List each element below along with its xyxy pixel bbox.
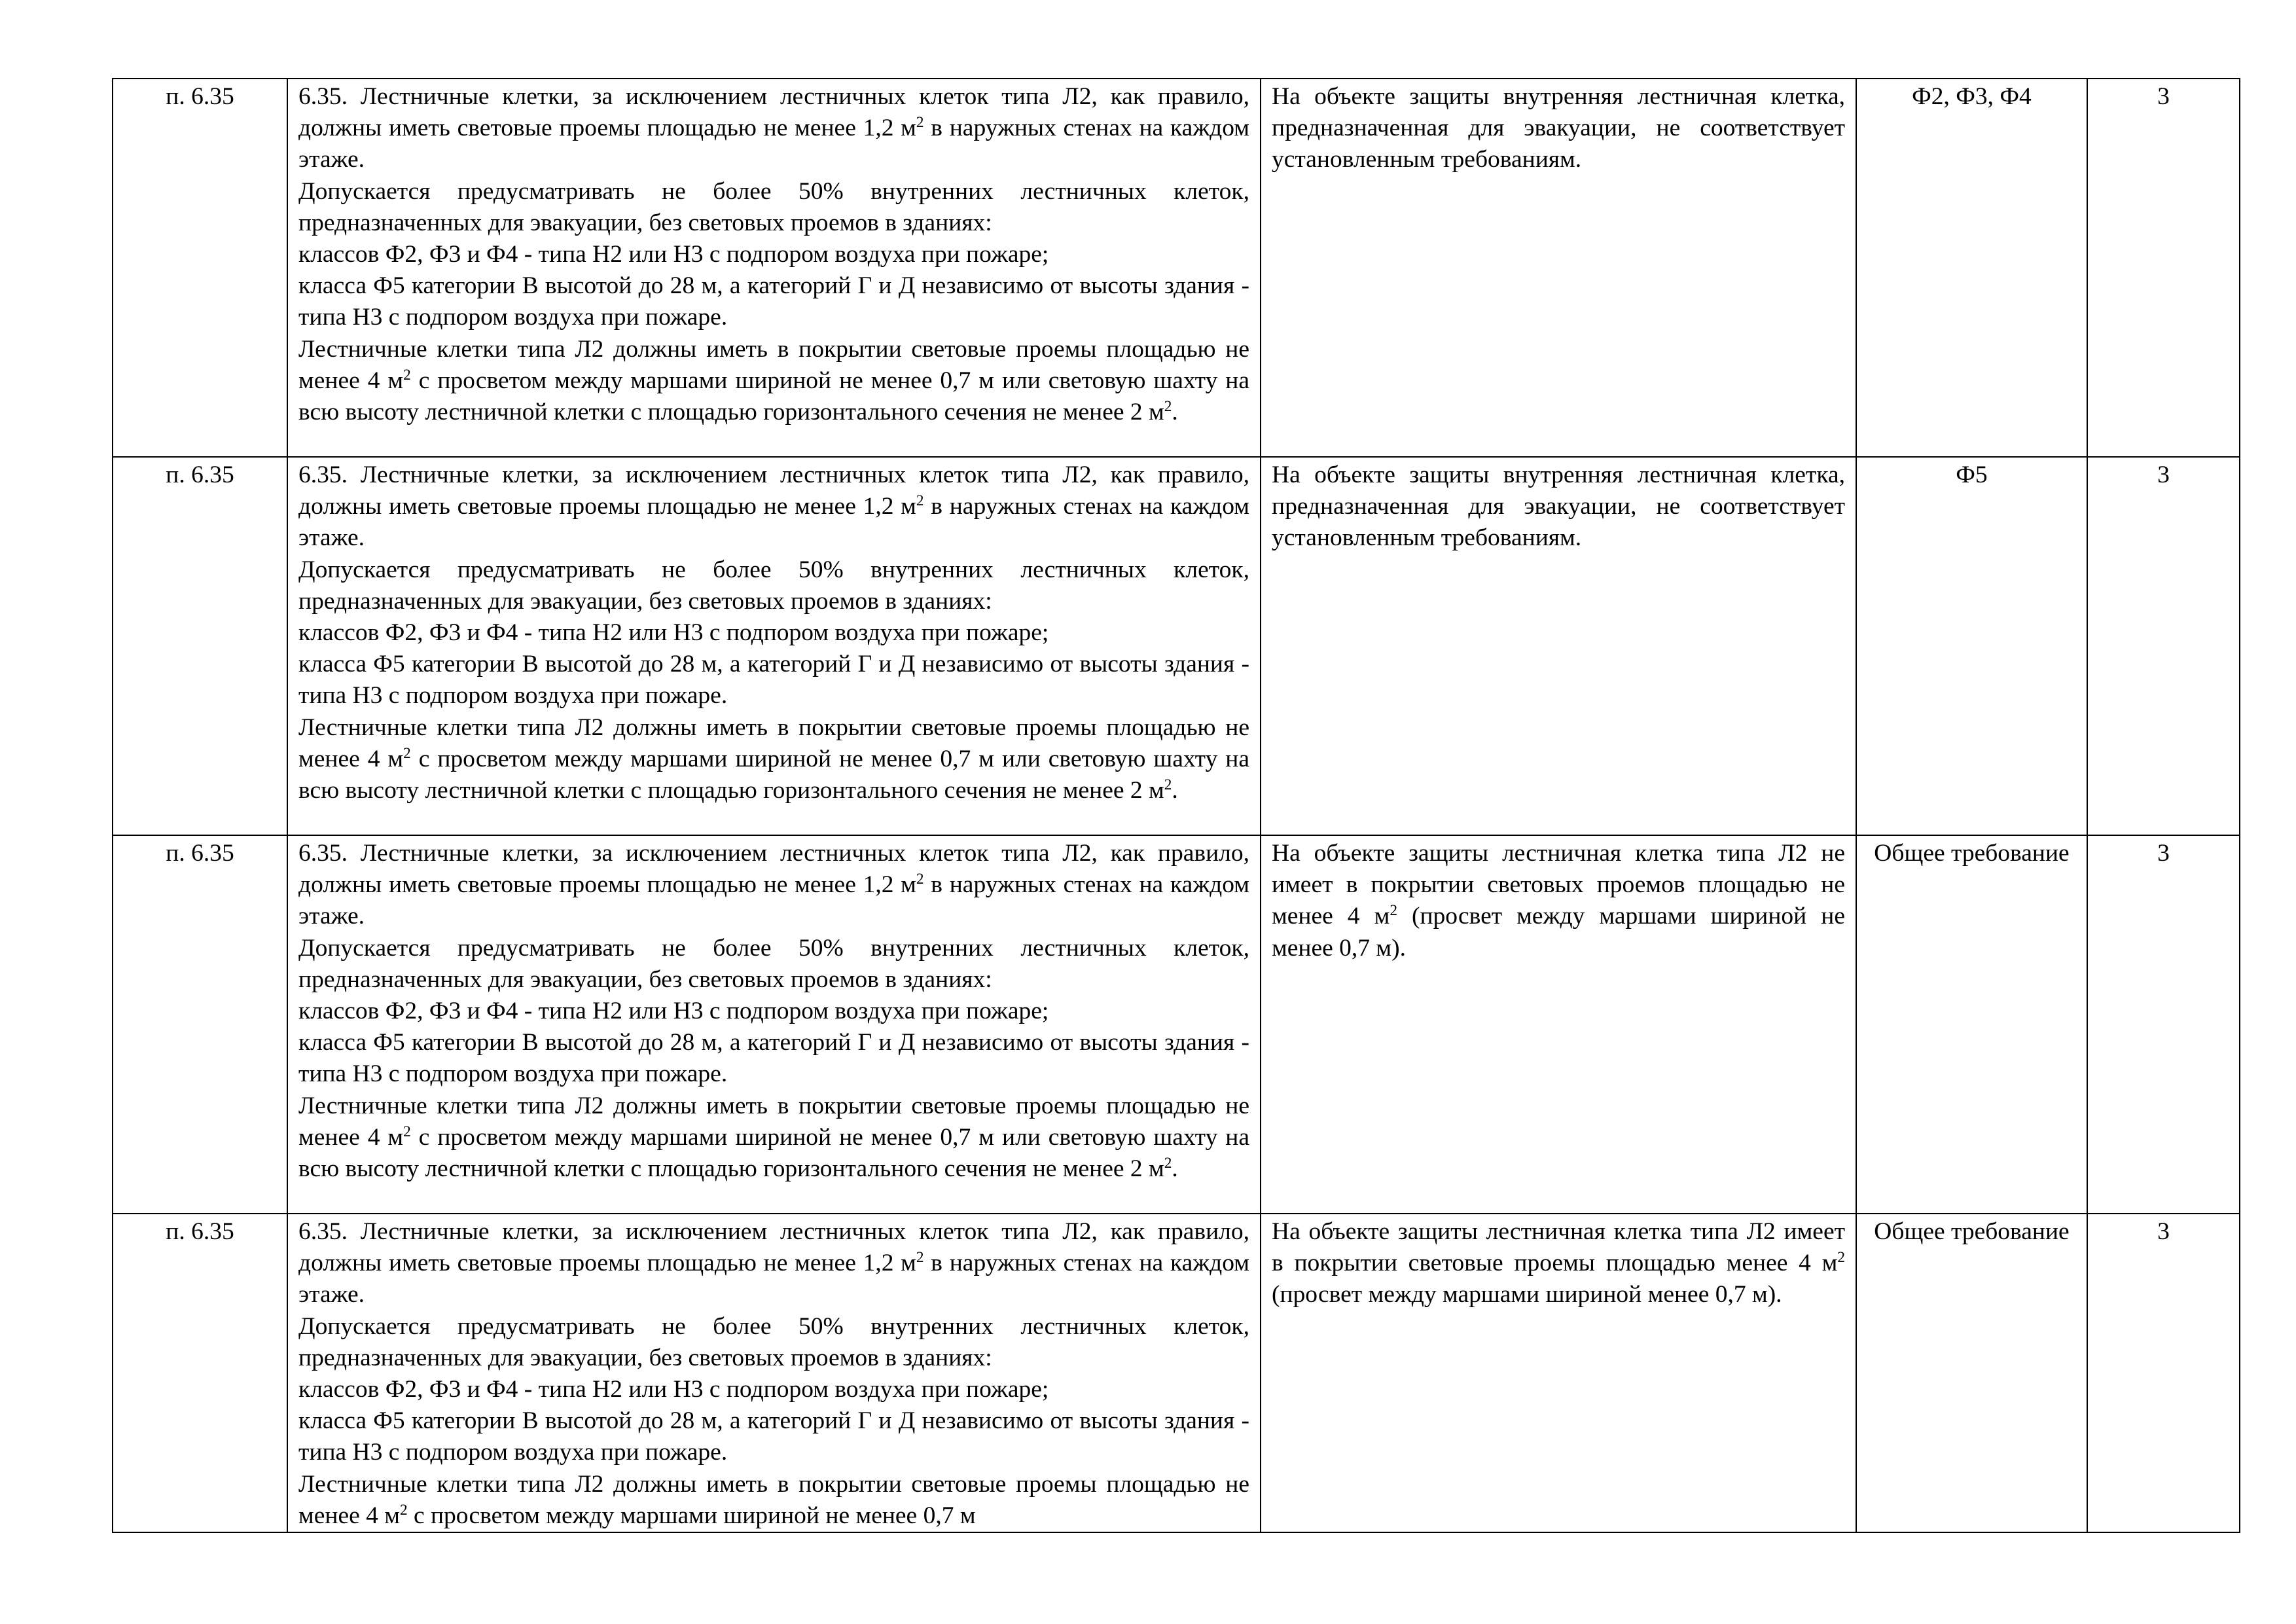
requirement-paragraph: классов Ф2, Ф3 и Ф4 - типа Н2 или Н3 с подпором воздуха при пожаре; (298, 998, 1049, 1025)
requirement-text-cell (287, 457, 1261, 835)
clause-ref-cell: п. 6.35 (113, 79, 287, 457)
requirement-paragraph: класса Ф5 категории В высотой до 28 м, а категорий Г и Д независимо от высоты здания - типа Н3 с подпором воздуха при пожаре. (298, 651, 1249, 710)
requirement-paragraph: класса Ф5 категории В высотой до 28 м, а категорий Г и Д независимо от высоты здания - типа Н3 с подпором воздуха при пожаре. (298, 272, 1249, 331)
number-cell: 3 (2087, 457, 2240, 835)
number-cell: 3 (2087, 79, 2240, 457)
requirements-table (112, 78, 2240, 1533)
requirement-paragraph: Лестничные клетки типа Л2 должны иметь в покрытии световые проемы площадью не менее 4 $м^2$ с просветом между маршами шириной не менее 0,7 м (298, 1470, 1249, 1529)
violation-text-cell: На объекте защиты внутренняя лестничная клетка, предназначенная для эвакуации, не соответствует установленным требованиям. (1261, 79, 1856, 457)
building-class-cell: Общее требование (1856, 1214, 2087, 1532)
building-class-cell: Ф2, Ф3, Ф4 (1856, 79, 2087, 457)
requirement-paragraph: Лестничные клетки типа Л2 должны иметь в покрытии световые проемы площадью не менее 4 $м^2$ с просветом между маршами шириной не менее 0,7 м или световую шахту на всю высоту лестничной клетки с площадью горизонтального сечения не менее 2 $м^2$. (298, 335, 1249, 426)
requirement-paragraph: 6.35. Лестничные клетки, за исключением лестничных клеток типа Л2, как правило, должны иметь световые проемы площадью не менее 1,2 $м^2$ в наружных стенах на каждом этаже. (298, 461, 1249, 552)
requirement-paragraph: классов Ф2, Ф3 и Ф4 - типа Н2 или Н3 с подпором воздуха при пожаре; (298, 619, 1049, 647)
requirement-paragraph: Лестничные клетки типа Л2 должны иметь в покрытии световые проемы площадью не менее 4 $м^2$ с просветом между маршами шириной не менее 0,7 м или световую шахту на всю высоту лестничной клетки с площадью горизонтального сечения не менее 2 $м^2$. (298, 713, 1249, 804)
clause-ref-cell: п. 6.35 (113, 835, 287, 1214)
requirement-paragraph: класса Ф5 категории В высотой до 28 м, а категорий Г и Д независимо от высоты здания - типа Н3 с подпором воздуха при пожаре. (298, 1407, 1249, 1466)
requirement-paragraph: класса Ф5 категории В высотой до 28 м, а категорий Г и Д независимо от высоты здания - типа Н3 с подпором воздуха при пожаре. (298, 1029, 1249, 1088)
violation-text-cell: На объекте защиты лестничная клетка типа Л2 не имеет в покрытии световых проемов площадью не менее 4 $м^2$ (просвет между маршами шириной не менее 0,7 м). (1261, 835, 1856, 1214)
requirement-paragraph: Допускается предусматривать не более 50% внутренних лестничных клеток, предназначенных для эвакуации, без световых проемов в зданиях: (298, 1312, 1249, 1371)
requirement-paragraph: Допускается предусматривать не более 50% внутренних лестничных клеток, предназначенных для эвакуации, без световых проемов в зданиях: (298, 934, 1249, 993)
violation-text-cell: На объекте защиты лестничная клетка типа Л2 имеет в покрытии световые проемы площадью менее 4 $м^2$ (просвет между маршами шириной менее 0,7 м). (1261, 1214, 1856, 1532)
requirement-paragraph: классов Ф2, Ф3 и Ф4 - типа Н2 или Н3 с подпором воздуха при пожаре; (298, 1376, 1049, 1403)
number-cell: 3 (2087, 835, 2240, 1214)
clause-ref-cell: п. 6.35 (113, 457, 287, 835)
requirement-text-cell (287, 1214, 1261, 1532)
clause-ref-cell: п. 6.35 (113, 1214, 287, 1532)
number-cell: 3 (2087, 1214, 2240, 1532)
requirement-paragraph: Лестничные клетки типа Л2 должны иметь в покрытии световые проемы площадью не менее 4 $м^2$ с просветом между маршами шириной не менее 0,7 м или световую шахту на всю высоту лестничной клетки с площадью горизонтального сечения не менее 2 $м^2$. (298, 1092, 1249, 1183)
requirement-text-cell (287, 79, 1261, 457)
table-row (113, 79, 2240, 457)
requirement-text-cell (287, 835, 1261, 1214)
building-class-cell: Общее требование (1856, 835, 2087, 1214)
requirement-paragraph: 6.35. Лестничные клетки, за исключением лестничных клеток типа Л2, как правило, должны иметь световые проемы площадью не менее 1,2 $м^2$ в наружных стенах на каждом этаже. (298, 83, 1249, 173)
table-row (113, 457, 2240, 835)
building-class-cell: Ф5 (1856, 457, 2087, 835)
requirement-paragraph: Допускается предусматривать не более 50% внутренних лестничных клеток, предназначенных для эвакуации, без световых проемов в зданиях: (298, 556, 1249, 615)
table-row (113, 835, 2240, 1214)
requirement-paragraph: Допускается предусматривать не более 50% внутренних лестничных клеток, предназначенных для эвакуации, без световых проемов в зданиях: (298, 177, 1249, 236)
requirement-paragraph: классов Ф2, Ф3 и Ф4 - типа Н2 или Н3 с подпором воздуха при пожаре; (298, 241, 1049, 268)
requirement-paragraph: 6.35. Лестничные клетки, за исключением лестничных клеток типа Л2, как правило, должны иметь световые проемы площадью не менее 1,2 $м^2$ в наружных стенах на каждом этаже. (298, 1218, 1249, 1308)
table-row (113, 1214, 2240, 1532)
violation-text-cell: На объекте защиты внутренняя лестничная клетка, предназначенная для эвакуации, не соответствует установленным требованиям. (1261, 457, 1856, 835)
requirement-paragraph: 6.35. Лестничные клетки, за исключением лестничных клеток типа Л2, как правило, должны иметь световые проемы площадью не менее 1,2 $м^2$ в наружных стенах на каждом этаже. (298, 840, 1249, 930)
